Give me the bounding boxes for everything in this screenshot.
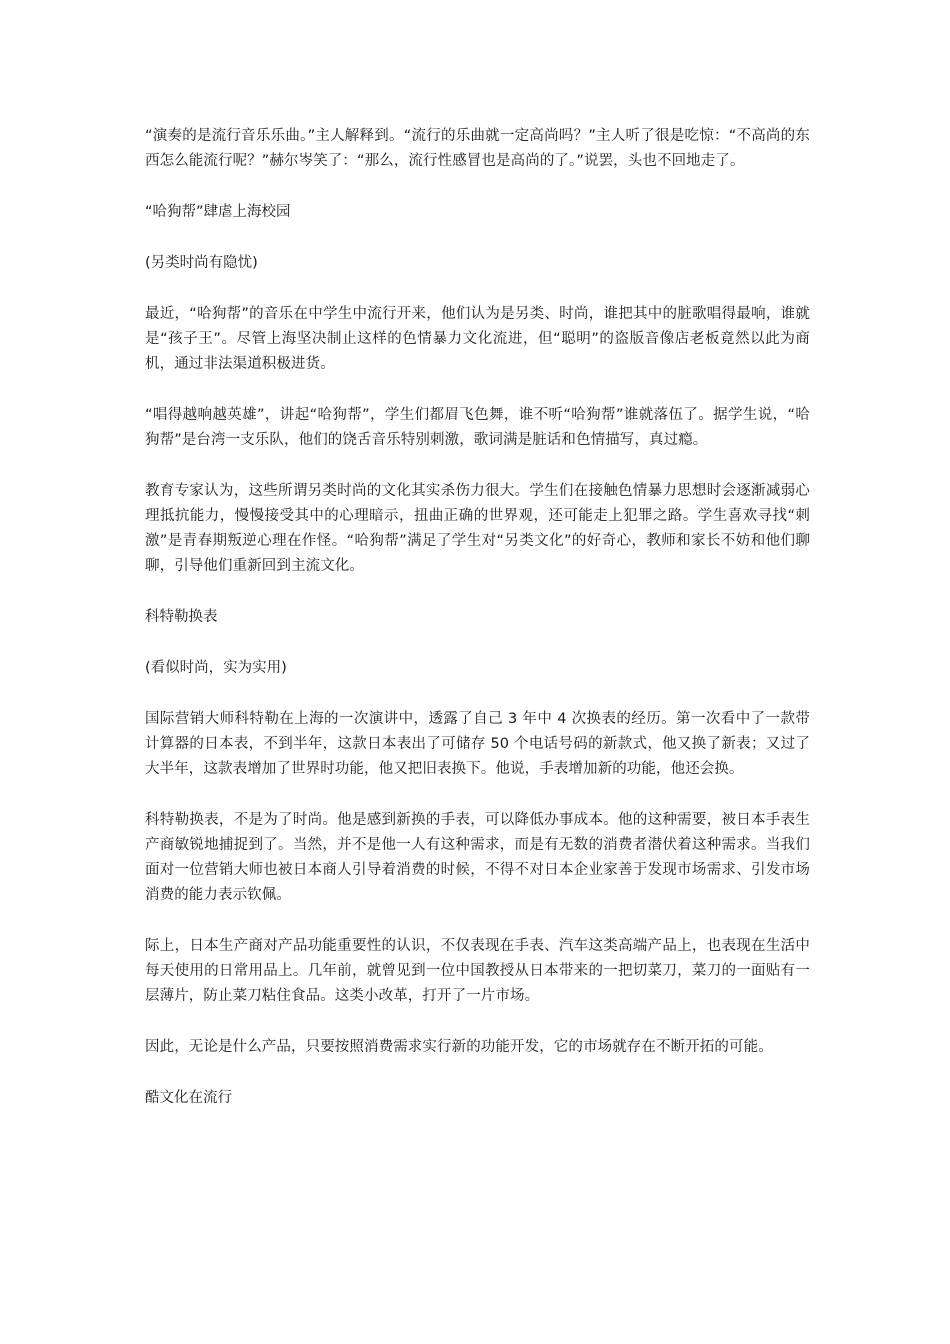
- section-heading-hagoubang: “哈狗帮”肆虐上海校园: [145, 204, 291, 220]
- section-heading-kotler: 科特勒换表: [145, 609, 218, 625]
- paragraph-hagoubang-students: “唱得越响越英雄”，讲起“哈狗帮”，学生们都眉飞色舞，谁不听“哈狗帮”谁就落伍了。据学生说，“哈狗帮”是台湾一支乐队，他们的饶舌音乐特别刺激，歌词满是脏话和色情描写，真过瘾。: [145, 407, 810, 448]
- paragraph-conclusion: 因此，无论是什么产品，只要按照消费需求实行新的功能开发，它的市场就存在不断开拓的可能。: [145, 1039, 773, 1055]
- paragraph-hagoubang-experts: 教育专家认为，这些所谓另类时尚的文化其实杀伤力很大。学生们在接触色情暴力思想时会逐渐减弱心理抵抗能力，慢慢接受其中的心理暗示，扭曲正确的世界观，还可能走上犯罪之路。学生喜欢寻找“刺激”是青春期叛逆心理在作怪。“哈狗帮”满足了学生对“另类文化”的好奇心，教师和家长不妨和他们聊聊，引导他们重新回到主流文化。: [145, 483, 810, 574]
- paragraph-hagoubang-intro: 最近，“哈狗帮”的音乐在中学生中流行开来，他们认为是另类、时尚，谁把其中的脏歌唱得最响，谁就是“孩子王”。尽管上海坚决制止这样的色情暴力文化流进，但“聪明”的盗版音像店老板竟然以此为商机，通过非法渠道积极进货。: [145, 306, 810, 372]
- document-page: [145, 124, 810, 1137]
- paragraph-herzen-anecdote: “演奏的是流行音乐乐曲。”主人解释到。“流行的乐曲就一定高尚吗？”主人听了很是吃惊：“不高尚的东西怎么能流行呢？”赫尔岑笑了：“那么，流行性感冒也是高尚的了。”说罢，头也不回地走了。: [145, 128, 810, 169]
- section-heading-cool-culture: 酷文化在流行: [145, 1090, 232, 1106]
- paragraph-kotler-watches: 国际营销大师科特勒在上海的一次演讲中，透露了自己 3 年中 4 次换表的经历。第一次看中了一款带计算器的日本表，不到半年，这款日本表出了可储存 50 个电话号码的新款式，他又换了新表；又过了大半年，这款表增加了世界时功能，他又把旧表换下。他说，手表增加新的功能，他还会换。: [145, 711, 810, 777]
- section-subheading-kotler: (看似时尚，实为实用): [145, 660, 287, 676]
- paragraph-kotler-reason: 科特勒换表，不是为了时尚。他是感到新换的手表，可以降低办事成本。他的这种需要，被日本手表生产商敏锐地捕捉到了。当然，并不是他一人有这种需求，而是有无数的消费者潜伏着这种需求。当我们面对一位营销大师也被日本商人引导着消费的时候，不得不对日本企业家善于发现市场需求、引发市场消费的能力表示钦佩。: [145, 812, 810, 903]
- paragraph-japanese-products: 际上，日本生产商对产品功能重要性的认识，不仅表现在手表、汽车这类高端产品上，也表现在生活中每天使用的日常用品上。几年前，就曾见到一位中国教授从日本带来的一把切菜刀，菜刀的一面贴有一层薄片，防止菜刀粘住食品。这类小改革，打开了一片市场。: [145, 938, 810, 1004]
- section-subheading-hagoubang: (另类时尚有隐忧): [145, 255, 258, 271]
